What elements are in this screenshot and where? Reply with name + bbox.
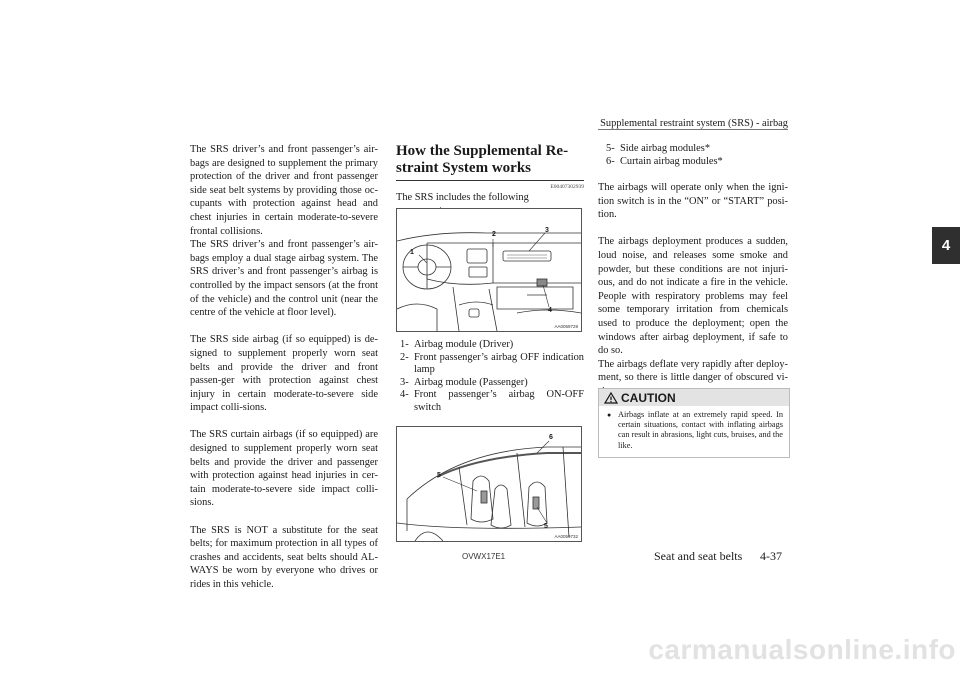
chapter-tab: 4 xyxy=(932,227,960,264)
caution-box xyxy=(598,388,790,458)
callout-2: 2 xyxy=(492,231,496,238)
callout-1: 1 xyxy=(410,249,414,256)
list-text: Airbag module (Driver) xyxy=(414,339,514,350)
list-item xyxy=(606,156,790,169)
paragraph-ignition: The airbags will operate only when the igni-tion switch is in the “ON” or “START” posi-tion. xyxy=(598,182,788,221)
caution-body xyxy=(599,406,789,451)
paragraph-deflate: The airbags deflate very rapidly after deploy-ment, so there is little danger of obscured vi- xyxy=(598,358,788,384)
section-code: E00407302939 xyxy=(550,184,584,190)
right-column xyxy=(598,181,788,399)
list-text: Front passenger’s airbag OFF indication lamp xyxy=(414,351,584,376)
list-text: Airbag module (Passenger) xyxy=(414,376,528,388)
footer-code: OVWX17E1 xyxy=(462,552,506,561)
paragraph-dual-stage: The SRS driver’s and front passenger’s air-bags employ a dual stage airbag system. The SRS driver’s and front passenger’s airbag is controlled by the impact sensors (at the front of the vehicle) and the control unit (near the centre of the vehicle at floor level). xyxy=(190,239,378,319)
list-item xyxy=(400,389,584,414)
list-number: 2- xyxy=(400,351,409,363)
list-text: Front passenger’s airbag ON-OFF switch xyxy=(414,389,584,413)
figure-code: AA0059729 xyxy=(554,324,578,329)
caution-text: Airbags inflate at an extremely rapid speed. In certain situations, contact with inflating airbags can result in abrasions, light cuts, bruises, and the like. xyxy=(618,410,783,450)
list-number: 5- xyxy=(606,143,615,154)
paragraph-frontal-airbags: The SRS driver’s and front passenger’s air-bags are designed to supplement the primary protection of the driver and front passenger side seat belt systems by providing those oc-cupants with protection against head and chest injuries in certain moderate-to-severe frontal collisions. xyxy=(190,144,378,237)
list-text: Curtain airbag modules* xyxy=(620,155,723,167)
cabin-figure xyxy=(396,426,582,542)
footer-page-number: 4-37 xyxy=(760,549,782,563)
component-list-continued xyxy=(606,143,790,168)
dashboard-illustration xyxy=(397,209,581,331)
list-item xyxy=(606,143,790,156)
dashboard-figure xyxy=(396,208,582,332)
heading-rule xyxy=(396,180,584,181)
running-header: Supplemental restraint system (SRS) - airbag xyxy=(600,118,788,129)
callout-3: 3 xyxy=(545,227,549,234)
caution-header xyxy=(599,389,789,406)
callout-4: 4 xyxy=(548,307,552,314)
callout-5-upper: 5 xyxy=(437,472,441,479)
component-list xyxy=(400,339,584,415)
list-number: 4- xyxy=(400,389,409,401)
list-item xyxy=(400,352,584,377)
watermark: carmanualsonline.info xyxy=(648,634,956,665)
paragraph-deployment: The airbags deployment produces a sudden, loud noise, and releases some smoke and powder, but these conditions are not injuri-ous, and do not indicate a fire in the vehicle. People with respiratory problems may feel some temporary irritation from chemicals used to produce the deployment; open the windows after airbag deployment, if safe to do so. xyxy=(598,236,788,357)
list-text: Side airbag modules* xyxy=(620,143,711,154)
footer-section: Seat and seat belts xyxy=(654,549,743,563)
list-number: 6- xyxy=(606,155,615,167)
section-heading: How the Supplemental Re-straint System works xyxy=(396,143,569,176)
bullet-icon: ● xyxy=(607,411,612,419)
callout-6: 6 xyxy=(549,434,553,441)
list-number: 1- xyxy=(400,339,409,350)
paragraph-curtain-airbags: The SRS curtain airbags (if so equipped) are designed to supplement properly worn seat belts and provide the driver and passenger with protection against head injuries in cer-tain moderate-to-severe side impact colli-sions. xyxy=(190,429,378,509)
callout-5-lower: 5 xyxy=(544,523,548,530)
warning-triangle-icon xyxy=(604,392,618,404)
cabin-illustration xyxy=(397,427,581,541)
paragraph-side-airbag: The SRS side airbag (if so equipped) is de-signed to supplement properly worn seat belts and provide the driver and front passen-ger with protection against chest injury in certain moderate-to-severe side impact colli-sions. xyxy=(190,334,378,414)
header-rule xyxy=(598,129,788,130)
list-number: 3- xyxy=(400,376,409,388)
figure-code: AA0059732 xyxy=(554,534,578,539)
paragraph-seat-belt-warning: The SRS is NOT a substitute for the seat belts; for maximum protection in all types of crashes and accidents, seat belts should AL-WAYS be worn by everyone who drives or rides in this vehicle. xyxy=(190,524,378,590)
caution-title: CAUTION xyxy=(621,390,676,405)
section-intro: The SRS includes the following xyxy=(396,192,529,203)
list-item xyxy=(400,377,584,390)
left-column xyxy=(190,143,378,592)
list-item xyxy=(400,339,584,352)
